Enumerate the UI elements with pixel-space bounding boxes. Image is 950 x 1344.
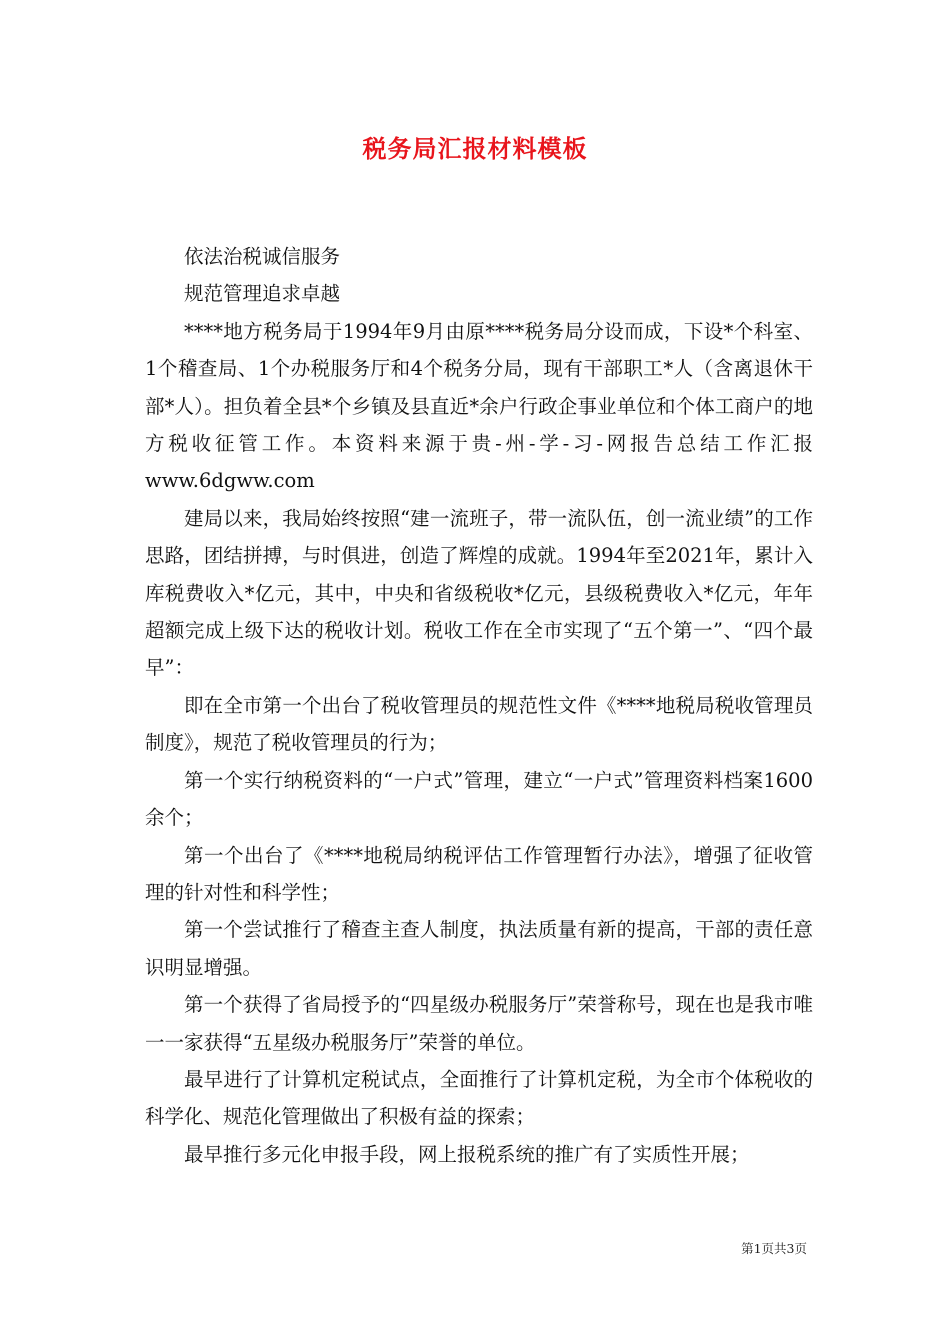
paragraph: 建局以来，我局始终按照“建一流班子，带一流队伍，创一流业绩”的工作思路，团结拼搏，与时俱进，创造了辉煌的成就。1994年至2021年，累计入库税费收入*亿元，其中，中央和省级税收*亿元，县级税费收入*亿元，年年超额完成上级下达的税收计划。税收工作在全市实现了“五个第一”、“四个最早”： (145, 506, 813, 680)
document-title: 税务局汇报材料模板 (362, 134, 588, 163)
paragraph: 第一个尝试推行了稽查主查人制度，执法质量有新的提高，干部的责任意识明显增强。 (145, 918, 813, 979)
paragraph: 第一个出台了《****地税局纳税评估工作管理暂行办法》，增强了征收管理的针对性和科学性； (145, 843, 813, 904)
paragraph: 最早进行了计算机定税试点，全面推行了计算机定税，为全市个体税收的科学化、规范化管理做出了积极有益的探索； (145, 1067, 813, 1129)
paragraph: 第一个实行纳税资料的“一户式”管理，建立“一户式”管理资料档案1600余个； (145, 768, 813, 830)
paragraph: 最早推行多元化申报手段，网上报税系统的推广有了实质性开展； (184, 1142, 750, 1166)
page-number: 第1页共3页 (741, 1241, 807, 1256)
paragraph: 依法治税诚信服务 (184, 245, 341, 268)
document-body (145, 238, 813, 1173)
paragraph: 规范管理追求卓越 (184, 282, 341, 306)
paragraph: ****地方税务局于1994年9月由原****税务局分设而成，下设*个科室、1个稽查局、1个办税服务厅和4个税务分局，现有干部职工*人（含离退休干部*人）。担负着全县*个乡镇及县直近*余户行政企事业单位和个体工商户的地方税收征管工作。本资料来源于贵-州-学-习-网报告总结工作汇报www.6dgww.com (145, 319, 813, 493)
paragraph: 第一个获得了省局授予的“四星级办税服务厅”荣誉称号，现在也是我市唯一一家获得“五星级办税服务厅”荣誉的单位。 (145, 993, 813, 1054)
paragraph: 即在全市第一个出台了税收管理员的规范性文件《****地税局税收管理员制度》，规范了税收管理员的行为； (145, 693, 813, 755)
